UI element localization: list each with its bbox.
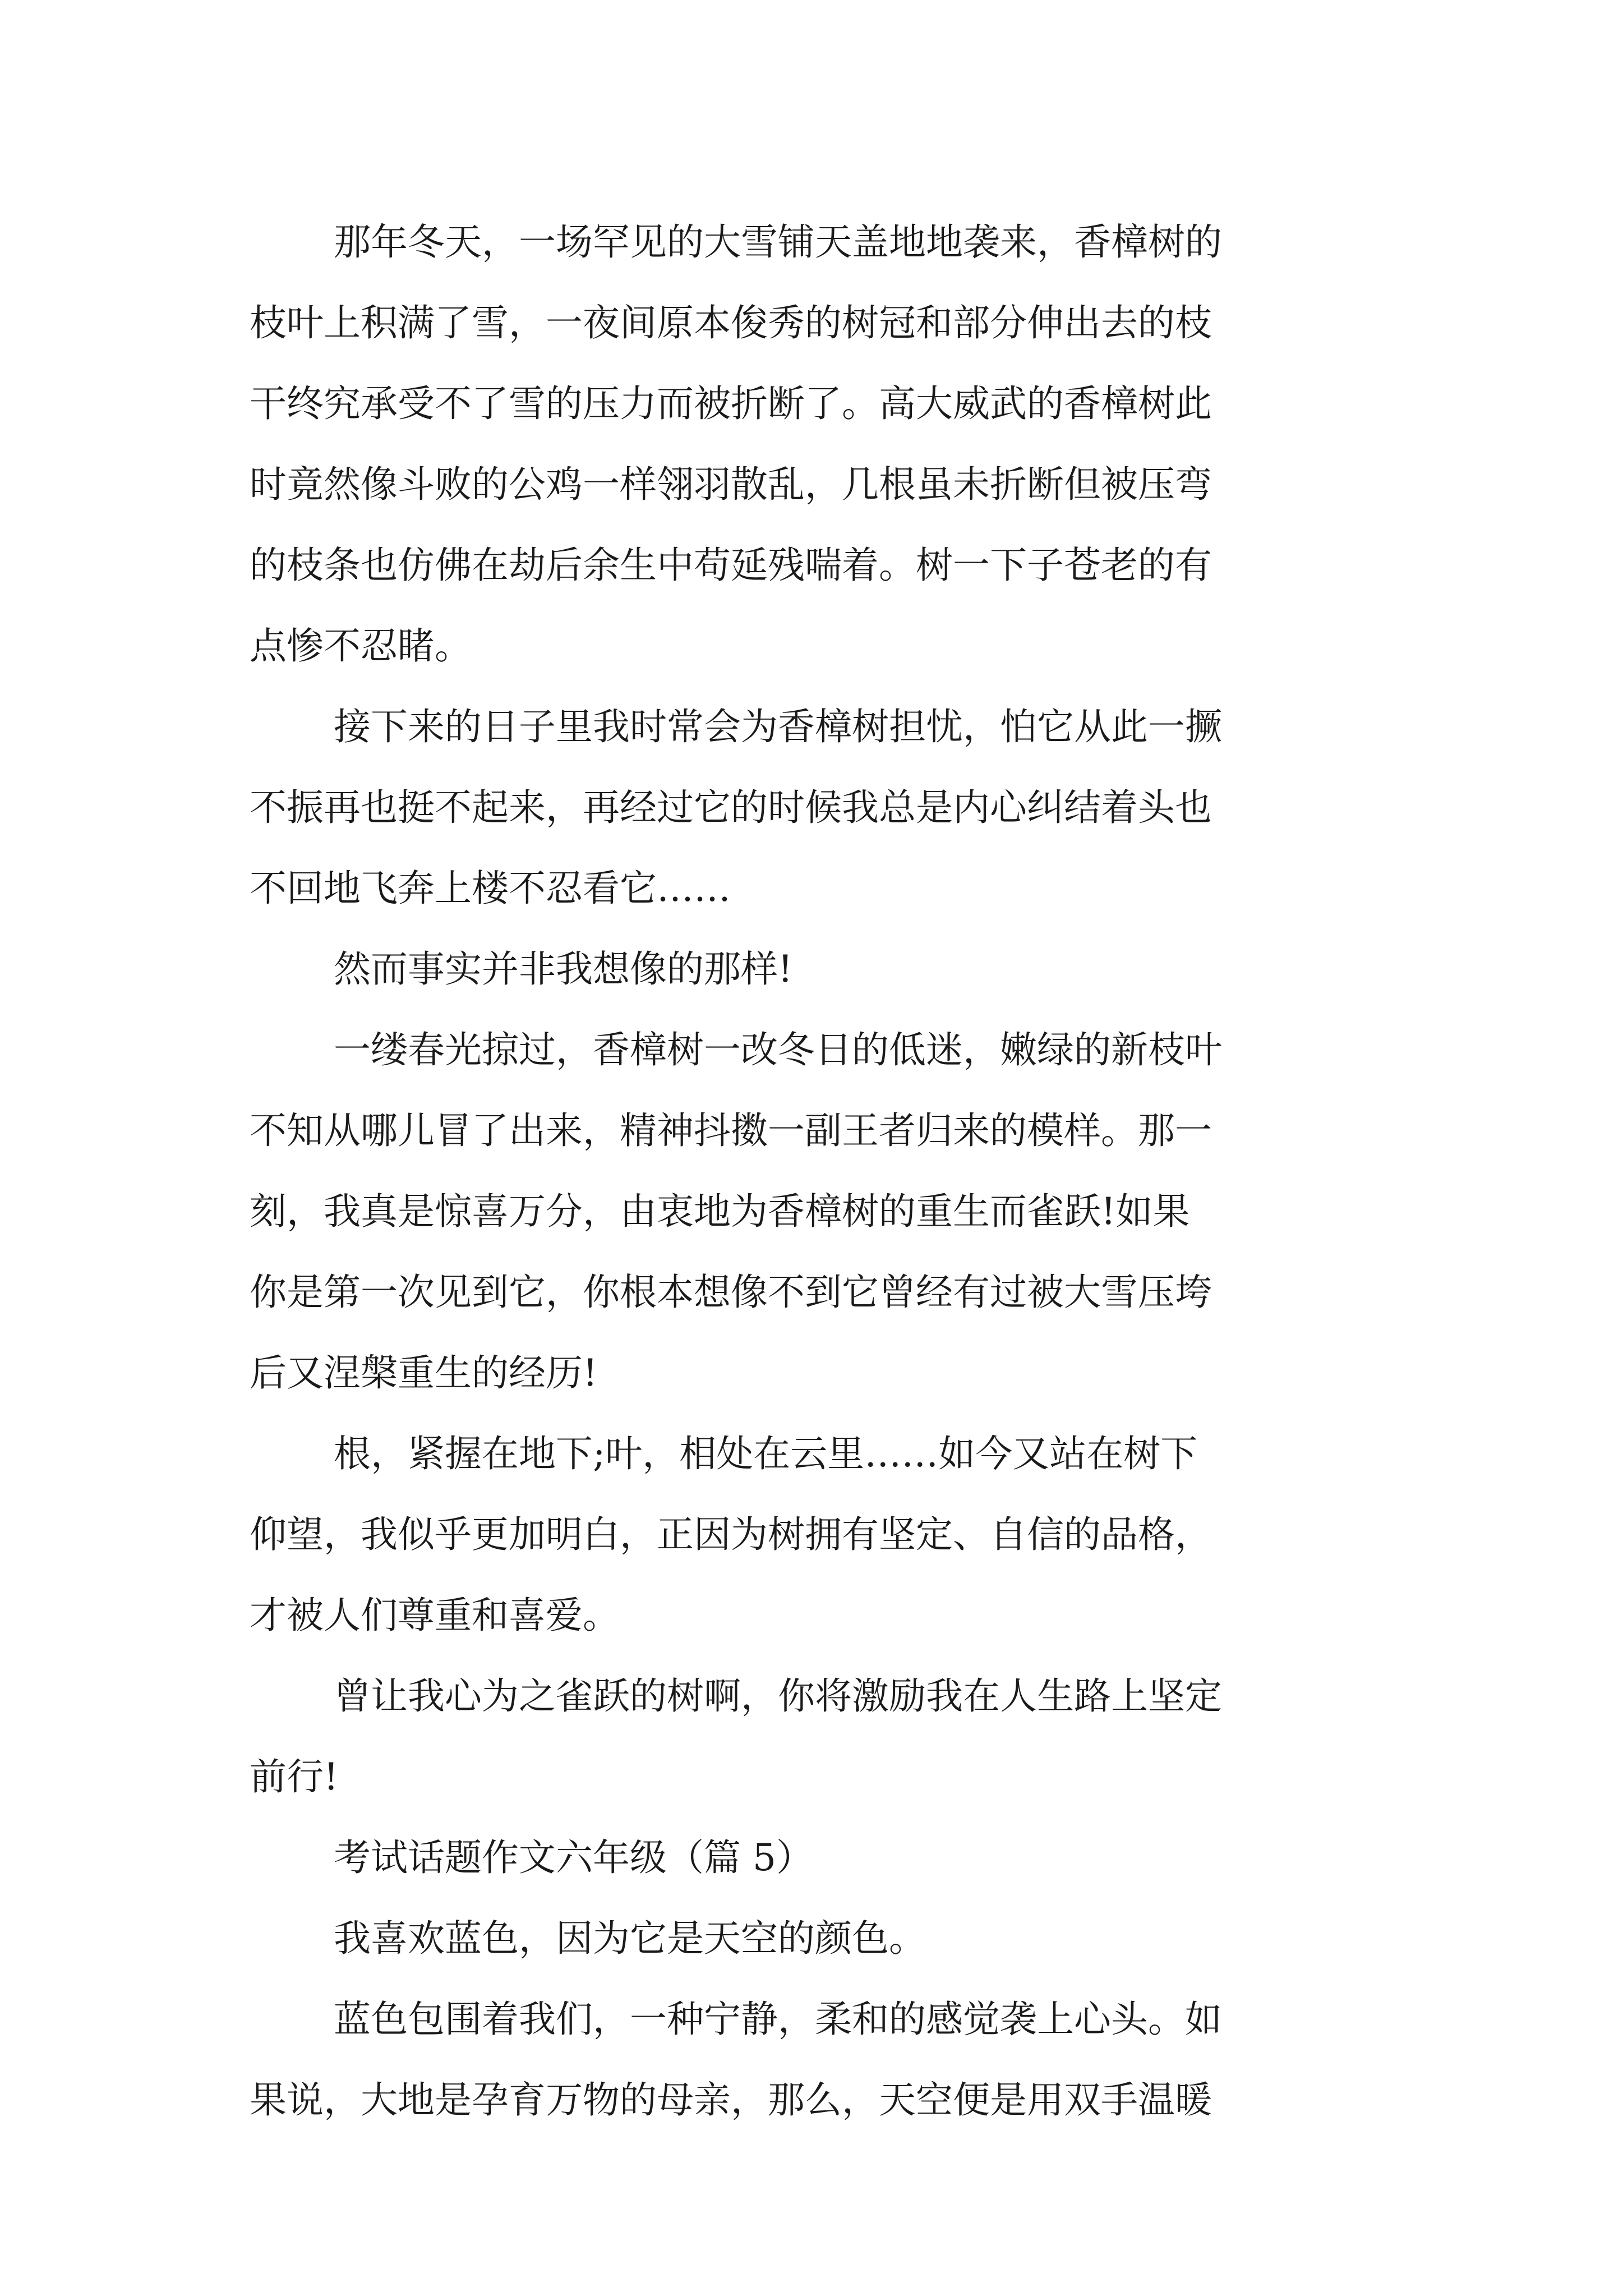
- text-line: 根，紧握在地下;叶，相处在云里……如今又站在树下: [334, 1432, 1198, 1475]
- text-line: 后又涅槃重生的经历!: [250, 1351, 598, 1395]
- text-line: 不振再也挺不起来，再经过它的时候我总是内心纠结着头也: [250, 786, 1212, 829]
- text-line: 点惨不忍睹。: [250, 624, 472, 668]
- text-line: 时竟然像斗败的公鸡一样翎羽散乱，几根虽未折断但被压弯: [250, 463, 1212, 506]
- text-line: 曾让我心为之雀跃的树啊，你将激励我在人生路上坚定: [334, 1674, 1222, 1718]
- text-line: 枝叶上积满了雪，一夜间原本俊秀的树冠和部分伸出去的枝: [250, 301, 1212, 344]
- text-line: 不知从哪儿冒了出来，精神抖擞一副王者归来的模样。那一: [250, 1109, 1212, 1152]
- text-line: 不回地飞奔上楼不忍看它……: [250, 867, 731, 910]
- text-line: 仰望，我似乎更加明白，正因为树拥有坚定、自信的品格，: [250, 1513, 1212, 1556]
- text-line: 接下来的日子里我时常会为香樟树担忧，怕它从此一撅: [334, 705, 1222, 748]
- text-line: 果说，大地是孕育万物的母亲，那么，天空便是用双手温暖: [250, 2078, 1212, 2122]
- text-line: 才被人们尊重和喜爱。: [250, 1594, 620, 1637]
- text-line: 一缕春光掠过，香樟树一改冬日的低迷，嫩绿的新枝叶: [334, 1028, 1222, 1071]
- text-line: 刻，我真是惊喜万分，由衷地为香樟树的重生而雀跃!如果: [250, 1190, 1190, 1233]
- section-heading: 考试话题作文六年级（篇 5）: [334, 1836, 813, 1879]
- text-line: 干终究承受不了雪的压力而被折断了。高大威武的香樟树此: [250, 382, 1212, 425]
- text-line: 你是第一次见到它，你根本想像不到它曾经有过被大雪压垮: [250, 1271, 1212, 1314]
- text-line: 我喜欢蓝色，因为它是天空的颜色。: [334, 1917, 926, 1960]
- text-line: 蓝色包围着我们，一种宁静，柔和的感觉袭上心头。如: [334, 1998, 1222, 2041]
- document-body: [250, 202, 1394, 2141]
- text-line: 然而事实并非我想像的那样!: [334, 947, 793, 991]
- text-line: 前行!: [250, 1755, 339, 1798]
- text-line: 的枝条也仿佛在劫后余生中苟延残喘着。树一下子苍老的有: [250, 544, 1212, 587]
- text-line: 那年冬天，一场罕见的大雪铺天盖地地袭来，香樟树的: [334, 220, 1222, 264]
